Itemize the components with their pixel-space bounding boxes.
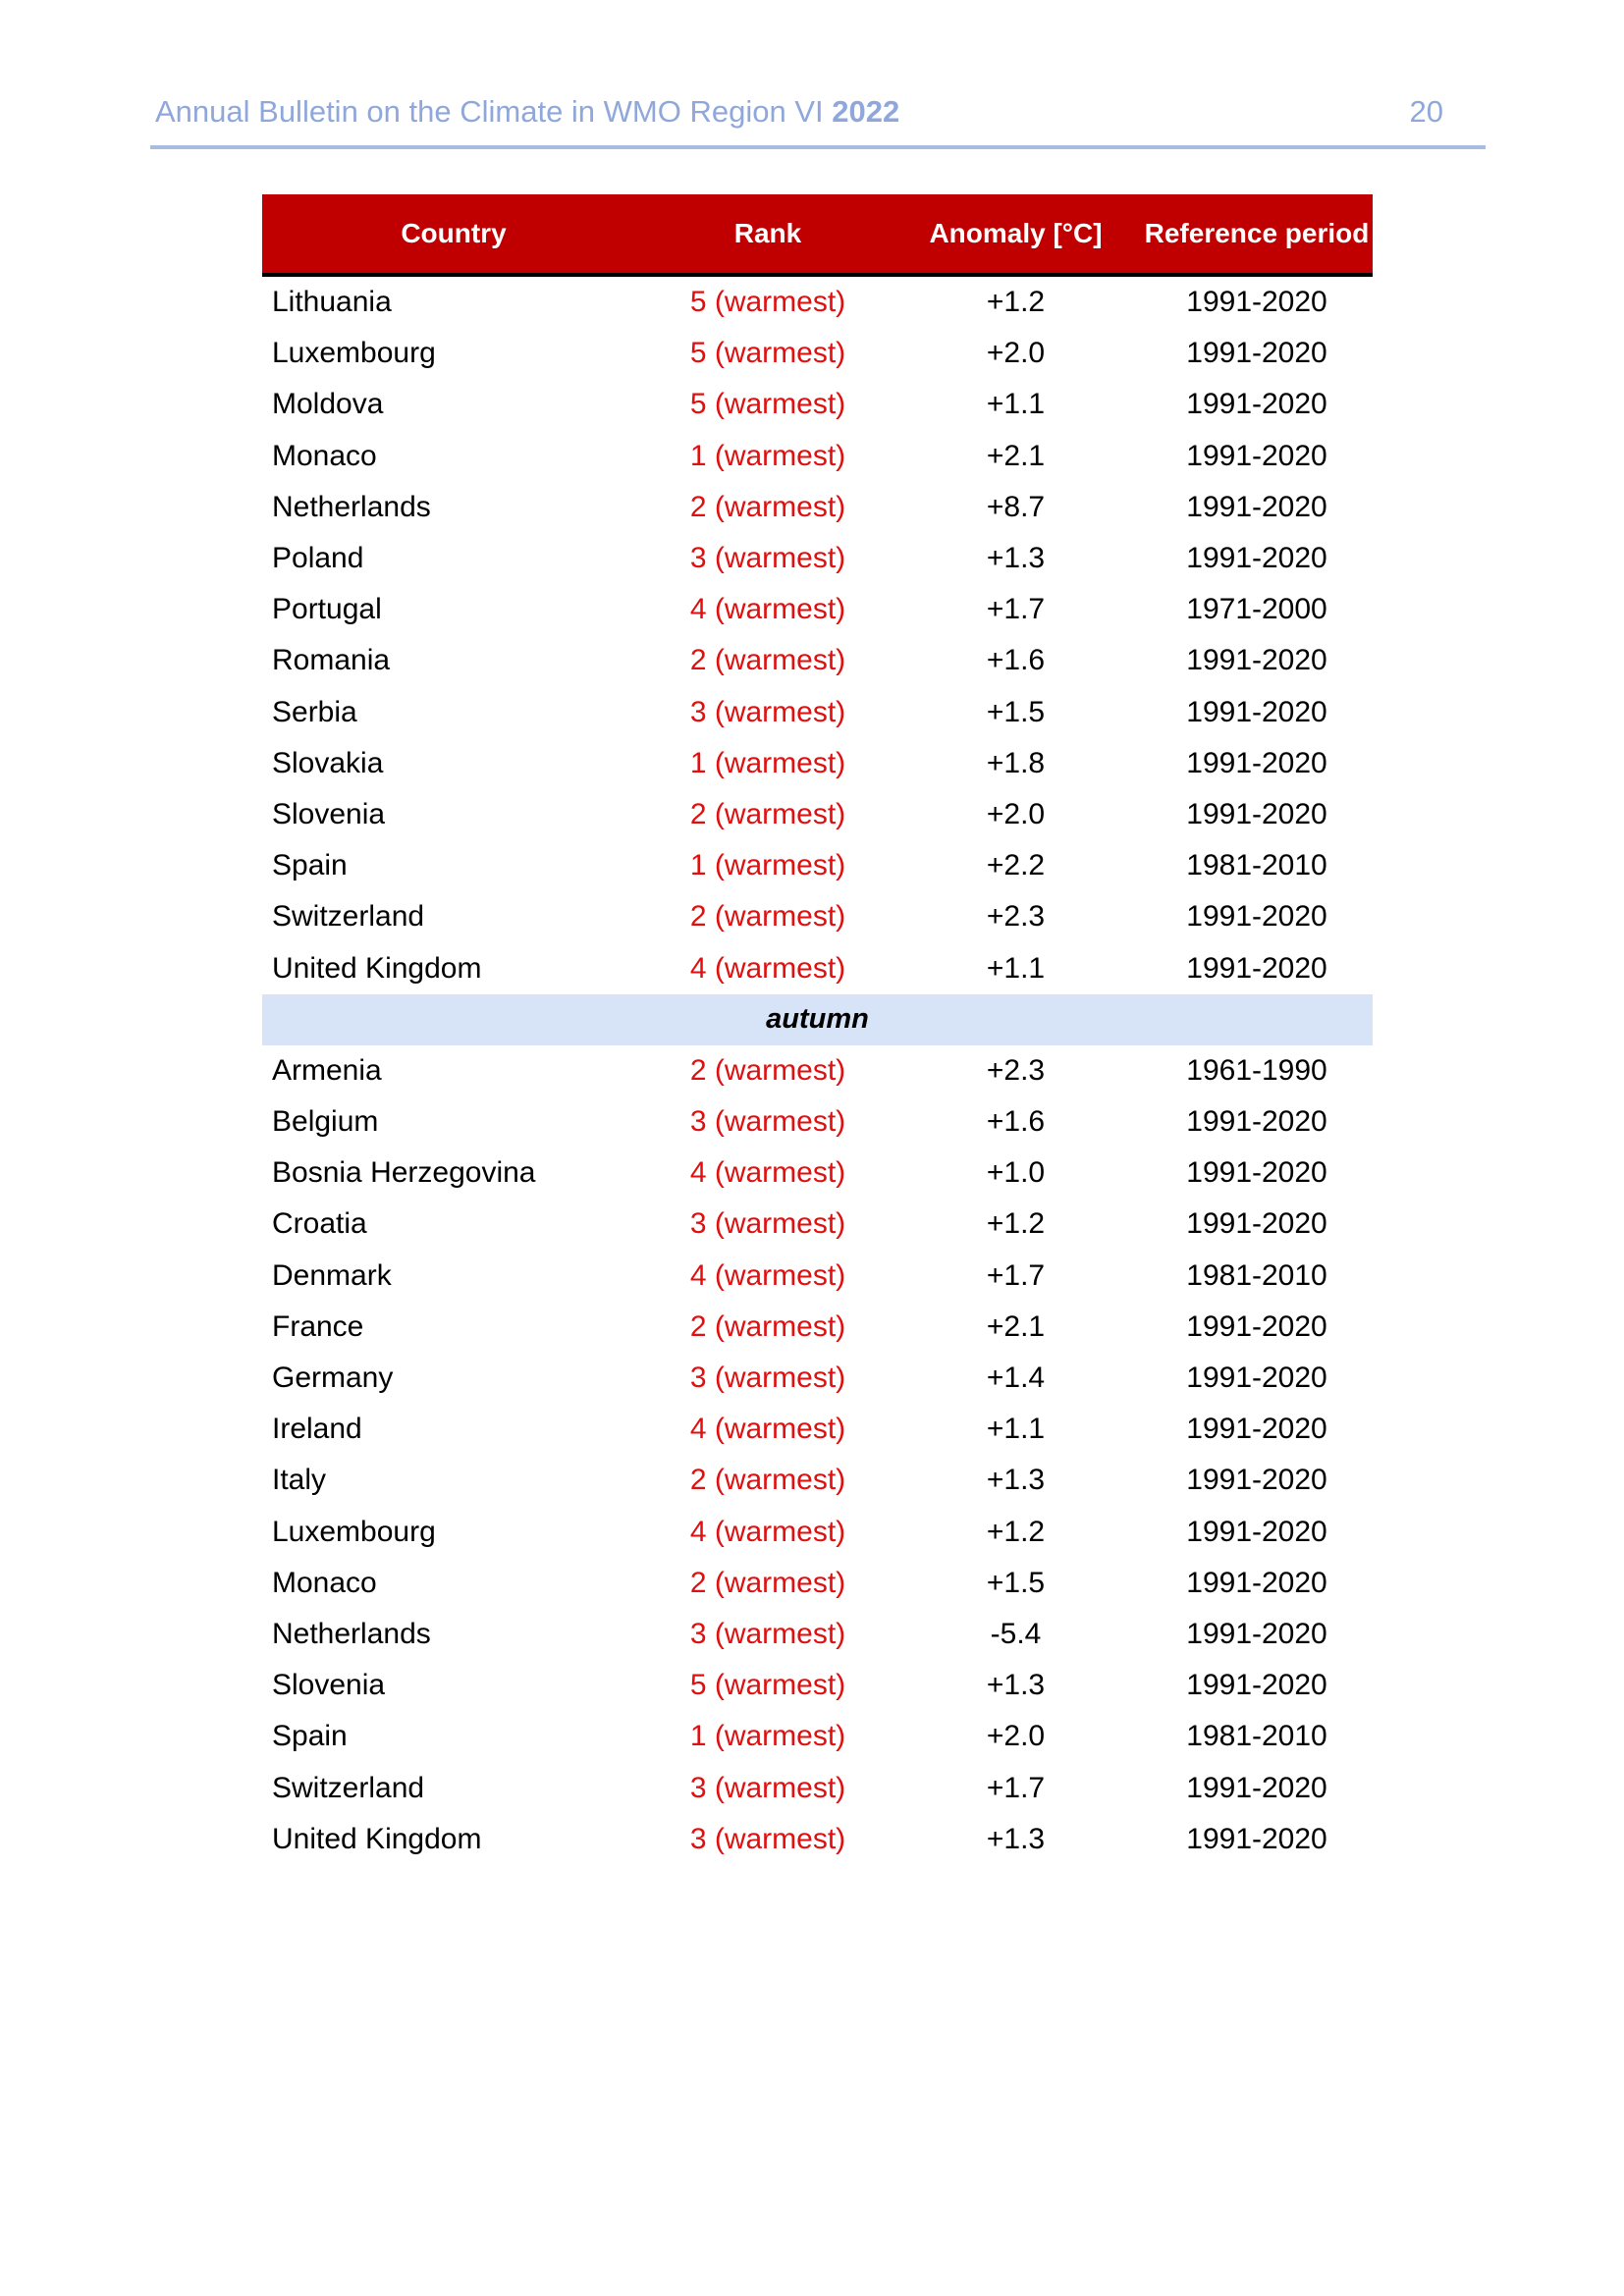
table-row [262, 635, 1373, 686]
reference-period-cell: 1991-2020 [1186, 1464, 1327, 1497]
reference-period-cell: 1991-2020 [1186, 286, 1327, 319]
reference-period-cell: 1991-2020 [1186, 388, 1327, 421]
rank-cell: 2 (warmest) [689, 1053, 846, 1087]
reference-period-cell: 1991-2020 [1186, 542, 1327, 575]
table-row [262, 942, 1373, 993]
rank-cell: 3 (warmest) [689, 1617, 846, 1650]
rank-cell: 4 (warmest) [689, 951, 846, 985]
table-row [262, 1404, 1373, 1455]
rank-cell: 1 (warmest) [689, 746, 846, 779]
country-cell: Bosnia Herzegovina [272, 1156, 536, 1190]
rank-cell: 2 (warmest) [689, 490, 846, 523]
anomaly-cell: +2.3 [986, 900, 1046, 934]
reference-period-cell: 1981-2010 [1186, 1720, 1327, 1753]
rank-cell: 3 (warmest) [689, 1362, 846, 1395]
reference-period-cell: 1971-2000 [1186, 593, 1327, 626]
country-cell: Armenia [272, 1053, 382, 1087]
table-body-part2 [262, 1045, 1373, 1865]
rank-cell: 1 (warmest) [689, 1720, 846, 1753]
country-cell: Moldova [272, 388, 384, 421]
table-row [262, 1660, 1373, 1711]
anomaly-cell: +1.6 [986, 644, 1046, 677]
country-cell: United Kingdom [272, 1822, 482, 1855]
anomaly-cell: +2.1 [986, 439, 1046, 472]
table-row [262, 1609, 1373, 1660]
reference-period-cell: 1991-2020 [1186, 439, 1327, 472]
anomaly-cell: +1.3 [986, 542, 1046, 575]
reference-period-cell: 1991-2020 [1186, 1669, 1327, 1702]
anomaly-cell: +2.3 [986, 1053, 1046, 1087]
table-row [262, 891, 1373, 942]
rank-cell: 2 (warmest) [689, 1566, 846, 1599]
country-cell: Slovenia [272, 1669, 386, 1702]
table-row [262, 738, 1373, 789]
country-cell: Portugal [272, 593, 382, 626]
rank-cell: 3 (warmest) [689, 542, 846, 575]
country-cell: Spain [272, 849, 348, 882]
country-cell: Luxembourg [272, 337, 436, 370]
rank-cell: 3 (warmest) [689, 1207, 846, 1241]
table-header-row [262, 194, 1373, 275]
rank-cell: 2 (warmest) [689, 644, 846, 677]
country-cell: Switzerland [272, 1771, 425, 1804]
rank-cell: 3 (warmest) [689, 1105, 846, 1139]
country-cell: Belgium [272, 1105, 379, 1139]
anomaly-cell: +1.8 [986, 746, 1046, 779]
anomaly-cell: +2.0 [986, 797, 1046, 830]
country-cell: Netherlands [272, 1617, 431, 1650]
column-header-rank: Rank [645, 194, 891, 275]
anomaly-cell: +1.2 [986, 286, 1046, 319]
reference-period-cell: 1991-2020 [1186, 1771, 1327, 1804]
table-row [262, 482, 1373, 533]
reference-period-cell: 1991-2020 [1186, 695, 1327, 728]
table-row [262, 1045, 1373, 1096]
table-row [262, 1148, 1373, 1199]
reference-period-cell: 1991-2020 [1186, 951, 1327, 985]
rank-cell: 3 (warmest) [689, 1771, 846, 1804]
anomaly-cell: +1.2 [986, 1207, 1046, 1241]
anomaly-cell: +1.2 [986, 1515, 1046, 1548]
table-row [262, 379, 1373, 430]
reference-period-cell: 1991-2020 [1186, 644, 1327, 677]
rank-cell: 5 (warmest) [689, 286, 846, 319]
table-row [262, 1199, 1373, 1250]
country-cell: Germany [272, 1362, 394, 1395]
country-cell: Croatia [272, 1207, 367, 1241]
table-row [262, 1251, 1373, 1302]
rank-cell: 3 (warmest) [689, 695, 846, 728]
reference-period-cell: 1991-2020 [1186, 1309, 1327, 1343]
page-number: 20 [1409, 94, 1443, 129]
table-row [262, 1507, 1373, 1558]
anomaly-cell: -5.4 [990, 1617, 1042, 1650]
reference-period-cell: 1991-2020 [1186, 1617, 1327, 1650]
country-cell: Italy [272, 1464, 327, 1497]
page-header [153, 94, 1443, 133]
table-row [262, 328, 1373, 379]
season-label: autumn [262, 994, 1373, 1045]
anomaly-cell: +1.4 [986, 1362, 1046, 1395]
table-body-part1 [262, 275, 1373, 994]
rank-cell: 4 (warmest) [689, 1515, 846, 1548]
rank-cell: 5 (warmest) [689, 337, 846, 370]
rank-cell: 5 (warmest) [689, 1669, 846, 1702]
country-cell: Luxembourg [272, 1515, 436, 1548]
rank-cell: 4 (warmest) [689, 1413, 846, 1446]
table-row [262, 789, 1373, 840]
table-row [262, 1096, 1373, 1148]
table-row [262, 1814, 1373, 1865]
anomaly-cell: +1.7 [986, 1258, 1046, 1292]
anomaly-cell: +1.7 [986, 593, 1046, 626]
country-cell: Switzerland [272, 900, 425, 934]
reference-period-cell: 1991-2020 [1186, 1105, 1327, 1139]
country-cell: France [272, 1309, 364, 1343]
rank-cell: 1 (warmest) [689, 849, 846, 882]
anomaly-cell: +1.1 [986, 388, 1046, 421]
reference-period-cell: 1991-2020 [1186, 1413, 1327, 1446]
reference-period-cell: 1991-2020 [1186, 797, 1327, 830]
reference-period-cell: 1991-2020 [1186, 900, 1327, 934]
rank-cell: 2 (warmest) [689, 1464, 846, 1497]
country-cell: United Kingdom [272, 951, 482, 985]
reference-period-cell: 1991-2020 [1186, 1515, 1327, 1548]
reference-period-cell: 1981-2010 [1186, 1258, 1327, 1292]
country-cell: Slovakia [272, 746, 384, 779]
rank-cell: 4 (warmest) [689, 593, 846, 626]
rank-cell: 2 (warmest) [689, 1309, 846, 1343]
anomaly-cell: +2.0 [986, 337, 1046, 370]
rank-cell: 3 (warmest) [689, 1822, 846, 1855]
anomaly-cell: +2.0 [986, 1720, 1046, 1753]
reference-period-cell: 1991-2020 [1186, 337, 1327, 370]
bulletin-title [155, 94, 899, 130]
country-cell: Spain [272, 1720, 348, 1753]
rank-cell: 4 (warmest) [689, 1258, 846, 1292]
country-cell: Poland [272, 542, 364, 575]
anomaly-cell: +1.3 [986, 1669, 1046, 1702]
bulletin-title-text: Annual Bulletin on the Climate in WMO Region VI [155, 94, 824, 129]
reference-period-cell: 1991-2020 [1186, 1156, 1327, 1190]
temperature-ranking-table [262, 194, 1373, 1865]
reference-period-cell: 1991-2020 [1186, 1207, 1327, 1241]
header-divider [150, 145, 1486, 149]
rank-cell: 1 (warmest) [689, 439, 846, 472]
anomaly-cell: +1.5 [986, 695, 1046, 728]
anomaly-cell: +1.3 [986, 1464, 1046, 1497]
table-row [262, 1455, 1373, 1506]
anomaly-cell: +1.0 [986, 1156, 1046, 1190]
anomaly-cell: +1.1 [986, 1413, 1046, 1446]
reference-period-cell: 1981-2010 [1186, 849, 1327, 882]
country-cell: Romania [272, 644, 391, 677]
rank-cell: 4 (warmest) [689, 1156, 846, 1190]
reference-period-cell: 1991-2020 [1186, 1822, 1327, 1855]
table-row [262, 1558, 1373, 1609]
table-row [262, 687, 1373, 738]
anomaly-cell: +2.2 [986, 849, 1046, 882]
anomaly-cell: +8.7 [986, 490, 1046, 523]
season-row-autumn [262, 994, 1373, 1045]
table-row [262, 840, 1373, 891]
reference-period-cell: 1991-2020 [1186, 1362, 1327, 1395]
table-body-season [262, 994, 1373, 1045]
anomaly-cell: +1.6 [986, 1105, 1046, 1139]
country-cell: Monaco [272, 1566, 377, 1599]
table-row [262, 1302, 1373, 1353]
table-row [262, 1711, 1373, 1762]
country-cell: Denmark [272, 1258, 392, 1292]
reference-period-cell: 1991-2020 [1186, 746, 1327, 779]
country-cell: Serbia [272, 695, 357, 728]
country-cell: Slovenia [272, 797, 386, 830]
reference-period-cell: 1991-2020 [1186, 1566, 1327, 1599]
country-cell: Monaco [272, 439, 377, 472]
anomaly-cell: +1.5 [986, 1566, 1046, 1599]
table-row [262, 1762, 1373, 1813]
column-header-anomaly: Anomaly [°C] [891, 194, 1141, 275]
column-header-reference-period: Reference period [1141, 194, 1373, 275]
anomaly-cell: +1.7 [986, 1771, 1046, 1804]
table-row [262, 275, 1373, 328]
table-row [262, 584, 1373, 635]
country-cell: Lithuania [272, 286, 392, 319]
anomaly-cell: +1.1 [986, 951, 1046, 985]
rank-cell: 5 (warmest) [689, 388, 846, 421]
table-row [262, 533, 1373, 584]
anomaly-cell: +1.3 [986, 1822, 1046, 1855]
country-cell: Netherlands [272, 490, 431, 523]
rank-cell: 2 (warmest) [689, 900, 846, 934]
column-header-country: Country [262, 194, 645, 275]
country-cell: Ireland [272, 1413, 362, 1446]
rank-cell: 2 (warmest) [689, 797, 846, 830]
table-row [262, 1353, 1373, 1404]
bulletin-year: 2022 [832, 94, 900, 129]
reference-period-cell: 1991-2020 [1186, 490, 1327, 523]
table-row [262, 431, 1373, 482]
anomaly-cell: +2.1 [986, 1309, 1046, 1343]
reference-period-cell: 1961-1990 [1186, 1053, 1327, 1087]
